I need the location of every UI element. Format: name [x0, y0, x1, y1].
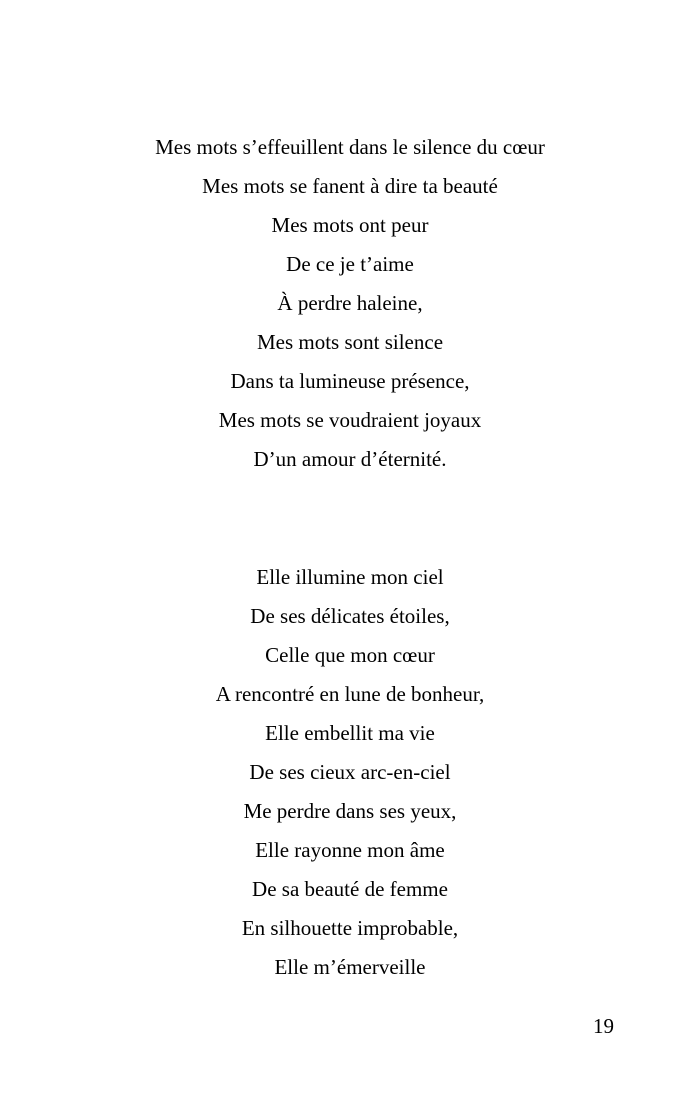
poem-line: En silhouette improbable, [241, 916, 459, 940]
page-number: 19 [593, 1014, 614, 1038]
poem-line: Mes mots ont peur [271, 213, 429, 237]
poem-line: Elle rayonne mon âme [255, 838, 445, 862]
poem-stanza-1 [0, 128, 700, 479]
poem-line: De sa beauté de femme [252, 877, 448, 901]
poem-line: Elle illumine mon ciel [256, 565, 444, 589]
poem-line: Mes mots se fanent à dire ta beauté [202, 174, 498, 198]
poem-line: Mes mots sont silence [256, 330, 444, 354]
poem-line: À perdre haleine, [277, 291, 423, 315]
poem-line: De ses délicates étoiles, [250, 604, 450, 628]
poem-line: Dans ta lumineuse présence, [230, 369, 470, 393]
poem-line: Mes mots s’effeuillent dans le silence du cœur [155, 135, 545, 159]
poem-line: De ses cieux arc-en-ciel [249, 760, 451, 784]
poem-line: Mes mots se voudraient joyaux [218, 408, 482, 432]
poem-line: D’un amour d’éternité. [253, 447, 447, 471]
poem-line: De ce je t’aime [286, 252, 414, 276]
poem-line: Me perdre dans ses yeux, [243, 799, 457, 823]
poem-line: Celle que mon cœur [265, 643, 435, 667]
poem-line: Elle m’émerveille [274, 955, 426, 979]
poem-line: Elle embellit ma vie [265, 721, 435, 745]
poem-stanza-2 [0, 558, 700, 987]
poem-line: A rencontré en lune de bonheur, [215, 682, 485, 706]
